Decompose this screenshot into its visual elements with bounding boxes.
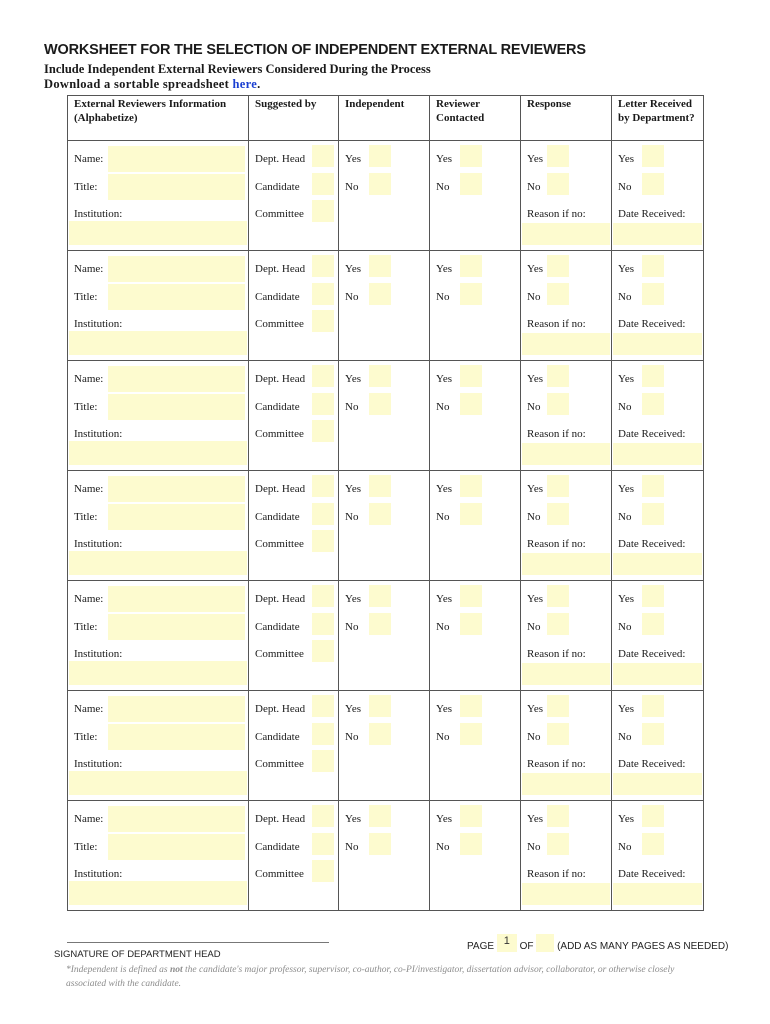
total-pages-field[interactable]: [536, 934, 554, 952]
response-no-checkbox[interactable]: [547, 503, 569, 525]
reason-if-no-field[interactable]: [522, 663, 610, 685]
institution-label: Institution:: [74, 868, 123, 880]
candidate-label: Candidate: [255, 841, 300, 853]
date-received-label: Date Received:: [618, 428, 686, 440]
reason-if-no-field[interactable]: [522, 773, 610, 795]
reason-if-no-label: Reason if no:: [527, 428, 586, 440]
reviewer-info-cell: [68, 141, 249, 251]
independent-yes-label: Yes: [345, 153, 362, 165]
contacted-no-label: No: [436, 291, 450, 303]
response-no-label: No: [527, 291, 541, 303]
letter-no-label: No: [618, 621, 632, 633]
response-no-label: No: [527, 731, 541, 743]
letter-received-cell: [612, 691, 704, 801]
independent-no-label: No: [345, 511, 359, 523]
table-header-row: [68, 96, 704, 141]
dept-head-checkbox[interactable]: [312, 805, 334, 827]
contacted-no-label: No: [436, 511, 450, 523]
footnote-suffix: the candidate's major professor, supervisor, co-author, co-PI/investigator, dissertation advisor, collaborator, or otherwise closely associated with the candidate.: [66, 965, 675, 989]
reviewer-name-field[interactable]: [108, 696, 245, 722]
date-received-label: Date Received:: [618, 648, 686, 660]
date-received-label: Date Received:: [618, 758, 686, 770]
reviewer-contacted-cell: [430, 691, 521, 801]
response-no-label: No: [527, 401, 541, 413]
reviewer-row: [68, 581, 704, 691]
contacted-no-checkbox[interactable]: [460, 393, 482, 415]
reviewer-institution-field[interactable]: [69, 441, 247, 465]
candidate-label: Candidate: [255, 511, 300, 523]
reviewer-row: [68, 471, 704, 581]
committee-checkbox[interactable]: [312, 750, 334, 772]
letter-yes-label: Yes: [618, 263, 635, 275]
committee-label: Committee: [255, 868, 304, 880]
letter-yes-label: Yes: [618, 483, 635, 495]
col-header-letter-received: Letter Received by Department?: [612, 96, 704, 141]
independent-no-checkbox[interactable]: [369, 283, 391, 305]
candidate-checkbox[interactable]: [312, 723, 334, 745]
suggested-by-cell: [249, 471, 339, 581]
letter-no-checkbox[interactable]: [642, 283, 664, 305]
response-no-checkbox[interactable]: [547, 173, 569, 195]
response-yes-label: Yes: [527, 703, 544, 715]
independent-cell: [339, 691, 430, 801]
col-header-reviewer-info: External Reviewers Information (Alphabetize): [68, 96, 249, 141]
contacted-no-label: No: [436, 731, 450, 743]
letter-no-checkbox[interactable]: [642, 723, 664, 745]
col-header-independent: Independent: [339, 96, 430, 141]
contacted-yes-label: Yes: [436, 703, 453, 715]
letter-yes-checkbox[interactable]: [642, 695, 664, 717]
reviewer-institution-field[interactable]: [69, 771, 247, 795]
title-label: Title:: [74, 731, 98, 743]
letter-yes-label: Yes: [618, 373, 635, 385]
reviewer-title-field[interactable]: [108, 284, 245, 310]
independent-no-label: No: [345, 841, 359, 853]
dept-head-label: Dept. Head: [255, 703, 306, 715]
independent-yes-label: Yes: [345, 703, 362, 715]
response-no-checkbox[interactable]: [547, 283, 569, 305]
response-no-checkbox[interactable]: [547, 833, 569, 855]
independent-no-label: No: [345, 621, 359, 633]
reviewer-title-field[interactable]: [108, 394, 245, 420]
date-received-label: Date Received:: [618, 868, 686, 880]
dept-head-checkbox[interactable]: [312, 475, 334, 497]
contacted-yes-checkbox[interactable]: [460, 145, 482, 167]
letter-yes-checkbox[interactable]: [642, 365, 664, 387]
letter-no-checkbox[interactable]: [642, 833, 664, 855]
date-received-label: Date Received:: [618, 538, 686, 550]
reviewer-contacted-cell: [430, 801, 521, 911]
dept-head-label: Dept. Head: [255, 153, 306, 165]
contacted-no-checkbox[interactable]: [460, 723, 482, 745]
letter-received-cell: [612, 361, 704, 471]
response-cell: [521, 361, 612, 471]
independent-yes-label: Yes: [345, 373, 362, 385]
independent-cell: [339, 471, 430, 581]
independent-cell: [339, 141, 430, 251]
committee-label: Committee: [255, 758, 304, 770]
reviewer-contacted-cell: [430, 471, 521, 581]
response-no-label: No: [527, 511, 541, 523]
reviewer-info-cell: [68, 691, 249, 801]
letter-received-cell: [612, 801, 704, 911]
reviewer-info-cell: [68, 801, 249, 911]
download-line: [44, 77, 261, 92]
contacted-yes-checkbox[interactable]: [460, 585, 482, 607]
reason-if-no-label: Reason if no:: [527, 538, 586, 550]
letter-yes-checkbox[interactable]: [642, 475, 664, 497]
col-header-reviewer-contacted: Reviewer Contacted: [430, 96, 521, 141]
response-cell: [521, 471, 612, 581]
candidate-checkbox[interactable]: [312, 613, 334, 635]
committee-label: Committee: [255, 428, 304, 440]
independent-yes-checkbox[interactable]: [369, 805, 391, 827]
dept-head-checkbox[interactable]: [312, 145, 334, 167]
committee-checkbox[interactable]: [312, 310, 334, 332]
independent-yes-label: Yes: [345, 483, 362, 495]
independent-yes-label: Yes: [345, 263, 362, 275]
candidate-checkbox[interactable]: [312, 833, 334, 855]
letter-yes-label: Yes: [618, 593, 635, 605]
reason-if-no-label: Reason if no:: [527, 648, 586, 660]
committee-checkbox[interactable]: [312, 420, 334, 442]
contacted-no-label: No: [436, 841, 450, 853]
independent-yes-checkbox[interactable]: [369, 475, 391, 497]
independent-no-checkbox[interactable]: [369, 833, 391, 855]
response-no-label: No: [527, 841, 541, 853]
name-label: Name:: [74, 703, 104, 715]
committee-checkbox[interactable]: [312, 860, 334, 882]
suggested-by-cell: [249, 581, 339, 691]
dept-head-label: Dept. Head: [255, 813, 306, 825]
candidate-label: Candidate: [255, 401, 300, 413]
reviewer-institution-field[interactable]: [69, 331, 247, 355]
reviewer-institution-field[interactable]: [69, 661, 247, 685]
dept-head-label: Dept. Head: [255, 373, 306, 385]
letter-no-checkbox[interactable]: [642, 503, 664, 525]
reason-if-no-label: Reason if no:: [527, 318, 586, 330]
reviewer-info-cell: [68, 251, 249, 361]
date-received-field[interactable]: [613, 443, 702, 465]
reviewer-institution-field[interactable]: [69, 881, 247, 905]
date-received-label: Date Received:: [618, 318, 686, 330]
reviewer-contacted-cell: [430, 141, 521, 251]
contacted-no-label: No: [436, 181, 450, 193]
name-label: Name:: [74, 813, 104, 825]
response-yes-checkbox[interactable]: [547, 695, 569, 717]
committee-label: Committee: [255, 208, 304, 220]
page-note: (ADD AS MANY PAGES AS NEEDED): [557, 941, 729, 952]
committee-checkbox[interactable]: [312, 200, 334, 222]
letter-no-label: No: [618, 401, 632, 413]
independent-no-checkbox[interactable]: [369, 503, 391, 525]
institution-label: Institution:: [74, 208, 123, 220]
candidate-checkbox[interactable]: [312, 283, 334, 305]
reviewer-institution-field[interactable]: [69, 551, 247, 575]
response-cell: [521, 141, 612, 251]
contacted-yes-checkbox[interactable]: [460, 255, 482, 277]
title-label: Title:: [74, 621, 98, 633]
response-yes-label: Yes: [527, 263, 544, 275]
committee-label: Committee: [255, 538, 304, 550]
download-spreadsheet-link[interactable]: here: [232, 77, 258, 91]
page-title: WORKSHEET FOR THE SELECTION OF INDEPENDENT EXTERNAL REVIEWERS: [44, 42, 586, 58]
reviewer-row: [68, 691, 704, 801]
title-label: Title:: [74, 181, 98, 193]
contacted-yes-label: Yes: [436, 153, 453, 165]
independent-yes-checkbox[interactable]: [369, 585, 391, 607]
contacted-yes-checkbox[interactable]: [460, 365, 482, 387]
independence-footnote: [66, 963, 711, 991]
reviewer-info-cell: [68, 471, 249, 581]
suggested-by-cell: [249, 691, 339, 801]
reviewer-name-field[interactable]: [108, 476, 245, 502]
independent-yes-checkbox[interactable]: [369, 365, 391, 387]
institution-label: Institution:: [74, 318, 123, 330]
letter-no-checkbox[interactable]: [642, 613, 664, 635]
dept-head-label: Dept. Head: [255, 263, 306, 275]
page-number-field[interactable]: 1: [497, 934, 517, 952]
name-label: Name:: [74, 153, 104, 165]
response-cell: [521, 691, 612, 801]
response-yes-label: Yes: [527, 813, 544, 825]
institution-label: Institution:: [74, 758, 123, 770]
committee-label: Committee: [255, 318, 304, 330]
response-no-checkbox[interactable]: [547, 393, 569, 415]
date-received-label: Date Received:: [618, 208, 686, 220]
date-received-field[interactable]: [613, 553, 702, 575]
reviewer-info-cell: [68, 581, 249, 691]
contacted-no-checkbox[interactable]: [460, 283, 482, 305]
reason-if-no-field[interactable]: [522, 333, 610, 355]
contacted-yes-label: Yes: [436, 593, 453, 605]
reviewer-name-field[interactable]: [108, 806, 245, 832]
title-label: Title:: [74, 291, 98, 303]
download-suffix: .: [257, 77, 261, 91]
reason-if-no-field[interactable]: [522, 883, 610, 905]
response-cell: [521, 251, 612, 361]
candidate-checkbox[interactable]: [312, 393, 334, 415]
independent-no-checkbox[interactable]: [369, 173, 391, 195]
reason-if-no-field[interactable]: [522, 443, 610, 465]
letter-yes-checkbox[interactable]: [642, 805, 664, 827]
contacted-no-checkbox[interactable]: [460, 613, 482, 635]
name-label: Name:: [74, 263, 104, 275]
reason-if-no-field[interactable]: [522, 223, 610, 245]
contacted-no-checkbox[interactable]: [460, 833, 482, 855]
date-received-field[interactable]: [613, 333, 702, 355]
reviewer-worksheet-table: [67, 95, 704, 911]
name-label: Name:: [74, 373, 104, 385]
independent-yes-checkbox[interactable]: [369, 145, 391, 167]
name-label: Name:: [74, 593, 104, 605]
reason-if-no-label: Reason if no:: [527, 868, 586, 880]
letter-no-label: No: [618, 731, 632, 743]
dept-head-checkbox[interactable]: [312, 695, 334, 717]
signature-line[interactable]: [67, 942, 329, 943]
reviewer-contacted-cell: [430, 251, 521, 361]
dept-head-checkbox[interactable]: [312, 255, 334, 277]
date-received-field[interactable]: [613, 883, 702, 905]
response-no-label: No: [527, 621, 541, 633]
suggested-by-cell: [249, 251, 339, 361]
reviewer-title-field[interactable]: [108, 504, 245, 530]
committee-checkbox[interactable]: [312, 530, 334, 552]
committee-checkbox[interactable]: [312, 640, 334, 662]
candidate-label: Candidate: [255, 621, 300, 633]
independent-no-checkbox[interactable]: [369, 723, 391, 745]
response-cell: [521, 801, 612, 911]
letter-no-label: No: [618, 841, 632, 853]
footnote-prefix: *Independent is defined as: [66, 965, 170, 975]
independent-cell: [339, 801, 430, 911]
response-yes-label: Yes: [527, 483, 544, 495]
col-header-response: Response: [521, 96, 612, 141]
candidate-checkbox[interactable]: [312, 173, 334, 195]
reason-if-no-label: Reason if no:: [527, 758, 586, 770]
independent-no-label: No: [345, 181, 359, 193]
page-subtitle: Include Independent External Reviewers Considered During the Process: [44, 62, 431, 76]
institution-label: Institution:: [74, 428, 123, 440]
response-yes-label: Yes: [527, 373, 544, 385]
independent-yes-checkbox[interactable]: [369, 695, 391, 717]
institution-label: Institution:: [74, 648, 123, 660]
suggested-by-cell: [249, 801, 339, 911]
letter-yes-checkbox[interactable]: [642, 145, 664, 167]
response-yes-checkbox[interactable]: [547, 585, 569, 607]
dept-head-checkbox[interactable]: [312, 365, 334, 387]
candidate-label: Candidate: [255, 291, 300, 303]
independent-yes-label: Yes: [345, 593, 362, 605]
letter-received-cell: [612, 141, 704, 251]
response-yes-label: Yes: [527, 593, 544, 605]
independent-no-label: No: [345, 291, 359, 303]
reviewer-name-field[interactable]: [108, 586, 245, 612]
of-label: OF: [519, 941, 534, 952]
reason-if-no-field[interactable]: [522, 553, 610, 575]
reviewer-contacted-cell: [430, 361, 521, 471]
committee-label: Committee: [255, 648, 304, 660]
candidate-checkbox[interactable]: [312, 503, 334, 525]
reviewer-name-field[interactable]: [108, 146, 245, 172]
reviewer-contacted-cell: [430, 581, 521, 691]
letter-yes-label: Yes: [618, 703, 635, 715]
reviewer-title-field[interactable]: [108, 614, 245, 640]
contacted-yes-checkbox[interactable]: [460, 475, 482, 497]
footnote-emphasis: not: [169, 965, 183, 975]
letter-no-label: No: [618, 181, 632, 193]
candidate-label: Candidate: [255, 731, 300, 743]
suggested-by-cell: [249, 141, 339, 251]
contacted-no-label: No: [436, 621, 450, 633]
letter-yes-label: Yes: [618, 153, 635, 165]
contacted-no-checkbox[interactable]: [460, 173, 482, 195]
dept-head-label: Dept. Head: [255, 593, 306, 605]
reviewer-title-field[interactable]: [108, 724, 245, 750]
independent-cell: [339, 581, 430, 691]
letter-no-checkbox[interactable]: [642, 173, 664, 195]
response-yes-checkbox[interactable]: [547, 365, 569, 387]
response-yes-checkbox[interactable]: [547, 255, 569, 277]
dept-head-checkbox[interactable]: [312, 585, 334, 607]
response-yes-checkbox[interactable]: [547, 145, 569, 167]
contacted-yes-checkbox[interactable]: [460, 695, 482, 717]
title-label: Title:: [74, 841, 98, 853]
reviewer-row: [68, 141, 704, 251]
suggested-by-cell: [249, 361, 339, 471]
col-header-suggested-by: Suggested by: [249, 96, 339, 141]
institution-label: Institution:: [74, 538, 123, 550]
reviewer-title-field[interactable]: [108, 834, 245, 860]
letter-no-label: No: [618, 511, 632, 523]
independent-yes-checkbox[interactable]: [369, 255, 391, 277]
contacted-no-label: No: [436, 401, 450, 413]
download-prefix: Download a sortable spreadsheet: [44, 77, 233, 91]
independent-yes-label: Yes: [345, 813, 362, 825]
letter-received-cell: [612, 251, 704, 361]
reviewer-title-field[interactable]: [108, 174, 245, 200]
contacted-yes-label: Yes: [436, 373, 453, 385]
response-yes-label: Yes: [527, 153, 544, 165]
dept-head-label: Dept. Head: [255, 483, 306, 495]
reviewer-name-field[interactable]: [108, 366, 245, 392]
response-yes-checkbox[interactable]: [547, 475, 569, 497]
response-no-checkbox[interactable]: [547, 723, 569, 745]
name-label: Name:: [74, 483, 104, 495]
letter-yes-checkbox[interactable]: [642, 585, 664, 607]
reviewer-row: [68, 801, 704, 911]
reviewer-row: [68, 251, 704, 361]
signature-label: SIGNATURE OF DEPARTMENT HEAD: [54, 949, 221, 960]
page-count: [467, 934, 728, 952]
contacted-yes-checkbox[interactable]: [460, 805, 482, 827]
reason-if-no-label: Reason if no:: [527, 208, 586, 220]
letter-yes-label: Yes: [618, 813, 635, 825]
contacted-yes-label: Yes: [436, 263, 453, 275]
independent-no-checkbox[interactable]: [369, 393, 391, 415]
letter-received-cell: [612, 471, 704, 581]
response-no-label: No: [527, 181, 541, 193]
contacted-yes-label: Yes: [436, 813, 453, 825]
response-yes-checkbox[interactable]: [547, 805, 569, 827]
date-received-field[interactable]: [613, 223, 702, 245]
independent-no-label: No: [345, 401, 359, 413]
independent-no-label: No: [345, 731, 359, 743]
reviewer-name-field[interactable]: [108, 256, 245, 282]
reviewer-info-cell: [68, 361, 249, 471]
date-received-field[interactable]: [613, 663, 702, 685]
reviewer-institution-field[interactable]: [69, 221, 247, 245]
page-label: PAGE: [467, 941, 495, 952]
independent-no-checkbox[interactable]: [369, 613, 391, 635]
letter-no-label: No: [618, 291, 632, 303]
independent-cell: [339, 361, 430, 471]
reviewer-row: [68, 361, 704, 471]
independent-cell: [339, 251, 430, 361]
response-no-checkbox[interactable]: [547, 613, 569, 635]
candidate-label: Candidate: [255, 181, 300, 193]
contacted-yes-label: Yes: [436, 483, 453, 495]
title-label: Title:: [74, 401, 98, 413]
date-received-field[interactable]: [613, 773, 702, 795]
letter-received-cell: [612, 581, 704, 691]
letter-yes-checkbox[interactable]: [642, 255, 664, 277]
response-cell: [521, 581, 612, 691]
title-label: Title:: [74, 511, 98, 523]
contacted-no-checkbox[interactable]: [460, 503, 482, 525]
letter-no-checkbox[interactable]: [642, 393, 664, 415]
